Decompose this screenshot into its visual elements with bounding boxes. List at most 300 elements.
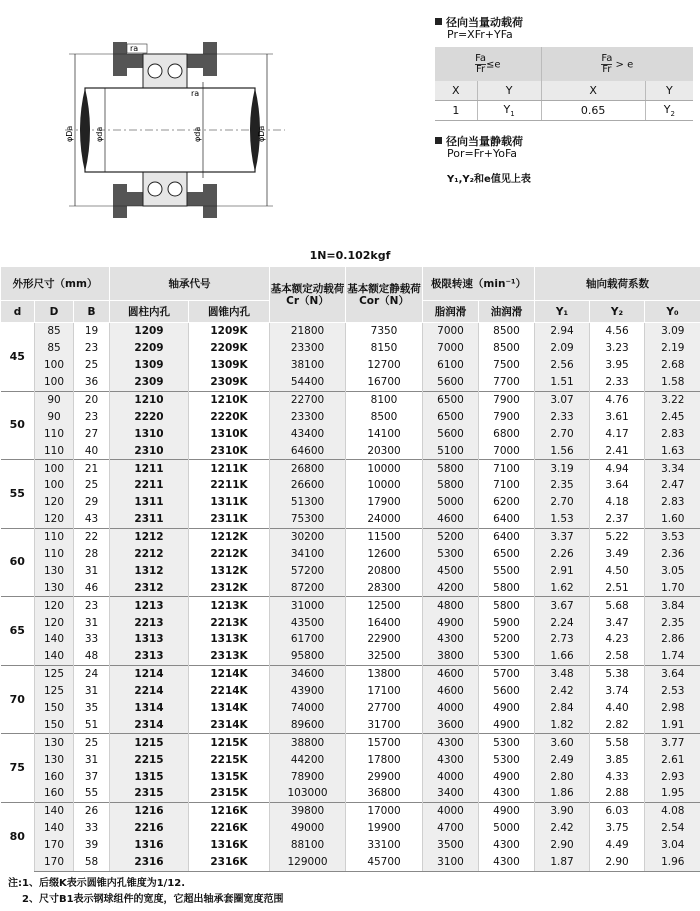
table-cell: 2.91 bbox=[535, 562, 590, 579]
table-cell: 90 bbox=[35, 391, 74, 408]
table-row bbox=[1, 511, 700, 528]
table-cell: 4900 bbox=[479, 768, 535, 785]
table-cell: 4300 bbox=[479, 785, 535, 802]
table-cell: 3100 bbox=[423, 854, 479, 871]
table-cell: 1.70 bbox=[645, 579, 700, 596]
table-cell: 1213K bbox=[189, 597, 270, 614]
table-cell: 78900 bbox=[270, 768, 346, 785]
static-load-title: 径向当量静载荷 bbox=[435, 135, 693, 148]
table-cell: 4900 bbox=[423, 614, 479, 631]
table-cell: 4.08 bbox=[645, 802, 700, 819]
table-cell: 40 bbox=[74, 442, 110, 459]
table-cell: 5.68 bbox=[590, 597, 645, 614]
table-cell: 43400 bbox=[270, 425, 346, 442]
table-cell: 2.49 bbox=[535, 751, 590, 768]
table-cell: 2.24 bbox=[535, 614, 590, 631]
table-cell: 90 bbox=[35, 408, 74, 425]
table-cell: 85 bbox=[35, 323, 74, 340]
table-cell: 2220 bbox=[110, 408, 189, 425]
table-cell: 140 bbox=[35, 820, 74, 837]
table-row bbox=[1, 408, 700, 425]
table-cell: 4300 bbox=[479, 837, 535, 854]
table-cell: 4300 bbox=[479, 854, 535, 871]
value-y1: $Y_1$ bbox=[477, 101, 541, 121]
table-cell: 2212K bbox=[189, 546, 270, 563]
table-row bbox=[1, 802, 700, 819]
table-cell: 5600 bbox=[423, 425, 479, 442]
table-cell: 2213K bbox=[189, 614, 270, 631]
table-cell: 2209K bbox=[189, 340, 270, 357]
table-cell: 2.09 bbox=[535, 340, 590, 357]
table-cell: 5900 bbox=[479, 614, 535, 631]
table-cell: 130 bbox=[35, 734, 74, 751]
table-cell: 43900 bbox=[270, 683, 346, 700]
table-cell: 2.90 bbox=[590, 854, 645, 871]
table-row bbox=[1, 751, 700, 768]
table-cell: 2216 bbox=[110, 820, 189, 837]
table-cell: 33 bbox=[74, 631, 110, 648]
table-cell: 8150 bbox=[346, 340, 423, 357]
bearing-mounting-drawing bbox=[55, 30, 295, 230]
table-cell: 5000 bbox=[423, 494, 479, 511]
table-cell: 36 bbox=[74, 374, 110, 391]
table-cell: 3600 bbox=[423, 716, 479, 733]
table-cell: 22700 bbox=[270, 391, 346, 408]
table-row bbox=[1, 854, 700, 871]
table-cell: 5.38 bbox=[590, 665, 645, 682]
table-cell: 2211 bbox=[110, 477, 189, 494]
unit-conversion: 1N=0.102kgf bbox=[309, 249, 391, 262]
table-cell: 1212K bbox=[189, 528, 270, 545]
table-cell: 6400 bbox=[479, 528, 535, 545]
table-cell: 5100 bbox=[423, 442, 479, 459]
table-cell: 2215 bbox=[110, 751, 189, 768]
table-cell: 1311 bbox=[110, 494, 189, 511]
header-y1: Y₁ bbox=[535, 301, 590, 323]
table-cell: 75300 bbox=[270, 511, 346, 528]
table-cell: 1.87 bbox=[535, 854, 590, 871]
table-cell: 3.77 bbox=[645, 734, 700, 751]
table-cell: 23 bbox=[74, 597, 110, 614]
table-cell: 25 bbox=[74, 477, 110, 494]
table-cell: 6200 bbox=[479, 494, 535, 511]
table-row bbox=[1, 579, 700, 596]
table-cell: 3.67 bbox=[535, 597, 590, 614]
table-cell: 1216 bbox=[110, 802, 189, 819]
table-cell: 2.82 bbox=[590, 716, 645, 733]
table-cell: 2209 bbox=[110, 340, 189, 357]
table-cell: 4.18 bbox=[590, 494, 645, 511]
table-cell: 100 bbox=[35, 374, 74, 391]
table-cell: 49000 bbox=[270, 820, 346, 837]
table-cell: 5600 bbox=[423, 374, 479, 391]
table-cell: 55 bbox=[74, 785, 110, 802]
table-cell: 1209 bbox=[110, 323, 189, 340]
table-cell: 16400 bbox=[346, 614, 423, 631]
table-cell: 4600 bbox=[423, 511, 479, 528]
table-cell: 140 bbox=[35, 631, 74, 648]
table-cell: 125 bbox=[35, 683, 74, 700]
table-cell: 1315K bbox=[189, 768, 270, 785]
table-cell: 17800 bbox=[346, 751, 423, 768]
table-cell: 1311K bbox=[189, 494, 270, 511]
table-row bbox=[1, 323, 700, 340]
table-cell: 5800 bbox=[423, 460, 479, 477]
dynamic-load-formula: Pr=XFr+YFa bbox=[447, 28, 513, 41]
table-row bbox=[1, 665, 700, 682]
table-cell: 1310K bbox=[189, 425, 270, 442]
table-cell: 1214K bbox=[189, 665, 270, 682]
table-cell: 29900 bbox=[346, 768, 423, 785]
table-cell: 28 bbox=[74, 546, 110, 563]
table-cell: 7000 bbox=[423, 323, 479, 340]
table-cell: 4.23 bbox=[590, 631, 645, 648]
table-cell: 3.47 bbox=[590, 614, 645, 631]
table-cell: 160 bbox=[35, 785, 74, 802]
table-cell: 2.90 bbox=[535, 837, 590, 854]
table-cell: 1316K bbox=[189, 837, 270, 854]
table-cell: 4.56 bbox=[590, 323, 645, 340]
table-cell: 31700 bbox=[346, 716, 423, 733]
table-cell: 5.22 bbox=[590, 528, 645, 545]
table-cell: 3.49 bbox=[590, 546, 645, 563]
table-cell: 1.86 bbox=[535, 785, 590, 802]
table-cell: 10000 bbox=[346, 460, 423, 477]
footnotes bbox=[8, 876, 284, 908]
table-cell: 21 bbox=[74, 460, 110, 477]
bore-diameter-cell: 50 bbox=[1, 391, 35, 460]
table-row bbox=[1, 477, 700, 494]
table-cell: 20 bbox=[74, 391, 110, 408]
table-cell: 4.76 bbox=[590, 391, 645, 408]
table-cell: 51300 bbox=[270, 494, 346, 511]
table-cell: 2309 bbox=[110, 374, 189, 391]
table-cell: 7900 bbox=[479, 408, 535, 425]
table-cell: 57200 bbox=[270, 562, 346, 579]
table-cell: 17100 bbox=[346, 683, 423, 700]
table-row bbox=[1, 820, 700, 837]
table-cell: 1310 bbox=[110, 425, 189, 442]
table-row bbox=[1, 425, 700, 442]
table-cell: 2.56 bbox=[535, 357, 590, 374]
table-cell: 1.66 bbox=[535, 648, 590, 665]
table-cell: 32500 bbox=[346, 648, 423, 665]
table-cell: 12700 bbox=[346, 357, 423, 374]
table-cell: 23 bbox=[74, 408, 110, 425]
table-cell: 7000 bbox=[479, 442, 535, 459]
table-cell: 19 bbox=[74, 323, 110, 340]
table-cell: 24000 bbox=[346, 511, 423, 528]
table-cell: 2.58 bbox=[590, 648, 645, 665]
table-cell: 3.61 bbox=[590, 408, 645, 425]
table-cell: 5000 bbox=[479, 820, 535, 837]
table-cell: 2213 bbox=[110, 614, 189, 631]
table-cell: 39800 bbox=[270, 802, 346, 819]
table-row bbox=[1, 837, 700, 854]
table-cell: 4.94 bbox=[590, 460, 645, 477]
table-cell: 3.74 bbox=[590, 683, 645, 700]
table-cell: 7350 bbox=[346, 323, 423, 340]
table-row bbox=[1, 597, 700, 614]
table-cell: 2.36 bbox=[645, 546, 700, 563]
table-cell: 26 bbox=[74, 802, 110, 819]
table-cell: 2214 bbox=[110, 683, 189, 700]
table-cell: 4.33 bbox=[590, 768, 645, 785]
table-cell: 2.47 bbox=[645, 477, 700, 494]
table-cell: 2.86 bbox=[645, 631, 700, 648]
table-cell: 1313K bbox=[189, 631, 270, 648]
table-cell: 2310 bbox=[110, 442, 189, 459]
header-x: X bbox=[435, 81, 477, 101]
table-cell: 110 bbox=[35, 442, 74, 459]
table-cell: 25 bbox=[74, 357, 110, 374]
table-cell: 1213 bbox=[110, 597, 189, 614]
header-x: X bbox=[541, 81, 645, 101]
table-cell: 3.95 bbox=[590, 357, 645, 374]
table-cell: 140 bbox=[35, 802, 74, 819]
table-cell: 5800 bbox=[479, 579, 535, 596]
table-cell: 2.42 bbox=[535, 683, 590, 700]
table-cell: 20800 bbox=[346, 562, 423, 579]
table-cell: 54400 bbox=[270, 374, 346, 391]
bore-diameter-cell: 65 bbox=[1, 597, 35, 666]
table-body bbox=[1, 323, 700, 872]
dynamic-load-title: 径向当量动载荷 bbox=[435, 16, 693, 29]
table-cell: 20300 bbox=[346, 442, 423, 459]
table-cell: 33100 bbox=[346, 837, 423, 854]
condition-gt-e: $\frac{Fa}{Fr}$ > e bbox=[541, 47, 693, 81]
table-cell: 3800 bbox=[423, 648, 479, 665]
table-row bbox=[1, 734, 700, 751]
header-grease: 脂润滑 bbox=[423, 301, 479, 323]
table-cell: 170 bbox=[35, 837, 74, 854]
value-x1: 1 bbox=[435, 101, 477, 121]
table-cell: 3.04 bbox=[645, 837, 700, 854]
header-y: Y bbox=[645, 81, 693, 101]
table-cell: 4600 bbox=[423, 683, 479, 700]
table-cell: 2.70 bbox=[535, 494, 590, 511]
table-cell: 7700 bbox=[479, 374, 535, 391]
table-cell: 8500 bbox=[479, 323, 535, 340]
table-cell: 5300 bbox=[479, 648, 535, 665]
table-cell: 1.62 bbox=[535, 579, 590, 596]
table-cell: 120 bbox=[35, 597, 74, 614]
table-cell: 46 bbox=[74, 579, 110, 596]
table-cell: 2313 bbox=[110, 648, 189, 665]
table-cell: 4000 bbox=[423, 768, 479, 785]
footnote-2: 2、尺寸B1表示钢球组件的宽度，它超出轴承套圈宽度范围 bbox=[22, 894, 284, 905]
table-cell: 2.94 bbox=[535, 323, 590, 340]
table-cell: 3.75 bbox=[590, 820, 645, 837]
table-cell: 5200 bbox=[479, 631, 535, 648]
static-load-formula: Por=Fr+YoFa bbox=[447, 147, 518, 160]
table-cell: 10000 bbox=[346, 477, 423, 494]
table-cell: 19900 bbox=[346, 820, 423, 837]
table-cell: 1309K bbox=[189, 357, 270, 374]
table-row bbox=[1, 683, 700, 700]
table-row bbox=[1, 528, 700, 545]
table-cell: 12600 bbox=[346, 546, 423, 563]
table-cell: 2220K bbox=[189, 408, 270, 425]
table-row bbox=[1, 460, 700, 477]
table-cell: 5.58 bbox=[590, 734, 645, 751]
table-cell: 1209K bbox=[189, 323, 270, 340]
table-cell: 7100 bbox=[479, 460, 535, 477]
table-cell: 1215K bbox=[189, 734, 270, 751]
table-cell: 4300 bbox=[423, 751, 479, 768]
table-cell: 8100 bbox=[346, 391, 423, 408]
table-cell: 2309K bbox=[189, 374, 270, 391]
table-cell: 1.74 bbox=[645, 648, 700, 665]
load-formula-block bbox=[435, 16, 693, 185]
table-cell: 1309 bbox=[110, 357, 189, 374]
table-cell: 170 bbox=[35, 854, 74, 871]
header-bearing-code: 轴承代号 bbox=[110, 267, 270, 301]
table-cell: 31 bbox=[74, 751, 110, 768]
label-phi-da-left: φda bbox=[95, 126, 104, 142]
table-cell: 38800 bbox=[270, 734, 346, 751]
table-cell: 34600 bbox=[270, 665, 346, 682]
table-cell: 27700 bbox=[346, 700, 423, 717]
table-cell: 31 bbox=[74, 683, 110, 700]
table-cell: 5200 bbox=[423, 528, 479, 545]
table-cell: 2.73 bbox=[535, 631, 590, 648]
factor-note: Y₁,Y₂和e值见上表 bbox=[447, 174, 531, 185]
bore-diameter-cell: 80 bbox=[1, 802, 35, 871]
table-cell: 3.64 bbox=[645, 665, 700, 682]
header-B: B bbox=[74, 301, 110, 323]
header-y: Y bbox=[477, 81, 541, 101]
table-cell: 130 bbox=[35, 562, 74, 579]
table-cell: 2316K bbox=[189, 854, 270, 871]
table-cell: 2.93 bbox=[645, 768, 700, 785]
table-cell: 125 bbox=[35, 665, 74, 682]
value-x2: 0.65 bbox=[541, 101, 645, 121]
table-cell: 2.35 bbox=[645, 614, 700, 631]
table-cell: 2310K bbox=[189, 442, 270, 459]
header-tapered-bore: 圆锥内孔 bbox=[189, 301, 270, 323]
bore-diameter-cell: 70 bbox=[1, 665, 35, 734]
value-y2: $Y_2$ bbox=[645, 101, 693, 121]
table-cell: 1313 bbox=[110, 631, 189, 648]
table-cell: 3.60 bbox=[535, 734, 590, 751]
table-cell: 43 bbox=[74, 511, 110, 528]
table-cell: 1.56 bbox=[535, 442, 590, 459]
table-cell: 61700 bbox=[270, 631, 346, 648]
table-cell: 1312 bbox=[110, 562, 189, 579]
table-cell: 2.33 bbox=[535, 408, 590, 425]
table-cell: 1314 bbox=[110, 700, 189, 717]
label-phi-da-right: φda bbox=[193, 126, 202, 142]
table-cell: 7900 bbox=[479, 391, 535, 408]
table-cell: 6500 bbox=[479, 546, 535, 563]
table-cell: 48 bbox=[74, 648, 110, 665]
table-cell: 100 bbox=[35, 460, 74, 477]
table-cell: 23 bbox=[74, 340, 110, 357]
table-cell: 1316 bbox=[110, 837, 189, 854]
table-cell: 51 bbox=[74, 716, 110, 733]
table-cell: 160 bbox=[35, 768, 74, 785]
table-cell: 5300 bbox=[479, 751, 535, 768]
table-cell: 17000 bbox=[346, 802, 423, 819]
table-cell: 3.09 bbox=[645, 323, 700, 340]
table-cell: 22900 bbox=[346, 631, 423, 648]
table-cell: 2314 bbox=[110, 716, 189, 733]
bore-diameter-cell: 60 bbox=[1, 528, 35, 597]
label-ra-side: ra bbox=[191, 89, 200, 98]
table-cell: 15700 bbox=[346, 734, 423, 751]
table-row bbox=[1, 785, 700, 802]
table-cell: 87200 bbox=[270, 579, 346, 596]
header-dimensions: 外形尺寸（mm） bbox=[1, 267, 110, 301]
table-cell: 1212 bbox=[110, 528, 189, 545]
table-cell: 2.80 bbox=[535, 768, 590, 785]
table-cell: 2314K bbox=[189, 716, 270, 733]
header-dynamic-load: 基本额定动载荷 Cr（N） bbox=[270, 267, 346, 323]
table-cell: 4300 bbox=[423, 734, 479, 751]
table-cell: 3.84 bbox=[645, 597, 700, 614]
table-cell: 88100 bbox=[270, 837, 346, 854]
table-cell: 1216K bbox=[189, 802, 270, 819]
table-row bbox=[1, 357, 700, 374]
table-cell: 2.35 bbox=[535, 477, 590, 494]
table-cell: 17900 bbox=[346, 494, 423, 511]
table-cell: 4.50 bbox=[590, 562, 645, 579]
table-cell: 4.49 bbox=[590, 837, 645, 854]
table-row bbox=[1, 631, 700, 648]
table-cell: 7500 bbox=[479, 357, 535, 374]
table-row bbox=[1, 391, 700, 408]
table-cell: 74000 bbox=[270, 700, 346, 717]
bearing-spec-table bbox=[0, 266, 700, 872]
table-cell: 1.95 bbox=[645, 785, 700, 802]
table-cell: 37 bbox=[74, 768, 110, 785]
table-cell: 8500 bbox=[346, 408, 423, 425]
table-cell: 2.70 bbox=[535, 425, 590, 442]
header-d: d bbox=[1, 301, 35, 323]
table-cell: 2.37 bbox=[590, 511, 645, 528]
table-cell: 2.26 bbox=[535, 546, 590, 563]
header-oil: 油润滑 bbox=[479, 301, 535, 323]
table-cell: 110 bbox=[35, 546, 74, 563]
table-cell: 1.91 bbox=[645, 716, 700, 733]
table-cell: 4200 bbox=[423, 579, 479, 596]
table-cell: 2312 bbox=[110, 579, 189, 596]
table-row bbox=[1, 374, 700, 391]
table-cell: 7100 bbox=[479, 477, 535, 494]
table-cell: 5300 bbox=[423, 546, 479, 563]
label-ra-top: ra bbox=[130, 44, 139, 53]
table-row bbox=[1, 768, 700, 785]
table-cell: 3.48 bbox=[535, 665, 590, 682]
table-cell: 45700 bbox=[346, 854, 423, 871]
table-cell: 4900 bbox=[479, 716, 535, 733]
table-cell: 120 bbox=[35, 614, 74, 631]
table-cell: 3.05 bbox=[645, 562, 700, 579]
table-cell: 103000 bbox=[270, 785, 346, 802]
table-row bbox=[1, 442, 700, 459]
table-cell: 1312K bbox=[189, 562, 270, 579]
table-cell: 1.63 bbox=[645, 442, 700, 459]
table-cell: 6100 bbox=[423, 357, 479, 374]
table-cell: 33 bbox=[74, 820, 110, 837]
table-cell: 1.96 bbox=[645, 854, 700, 871]
table-cell: 4000 bbox=[423, 802, 479, 819]
table-cell: 1215 bbox=[110, 734, 189, 751]
table-cell: 64600 bbox=[270, 442, 346, 459]
table-cell: 2311 bbox=[110, 511, 189, 528]
table-cell: 6400 bbox=[479, 511, 535, 528]
